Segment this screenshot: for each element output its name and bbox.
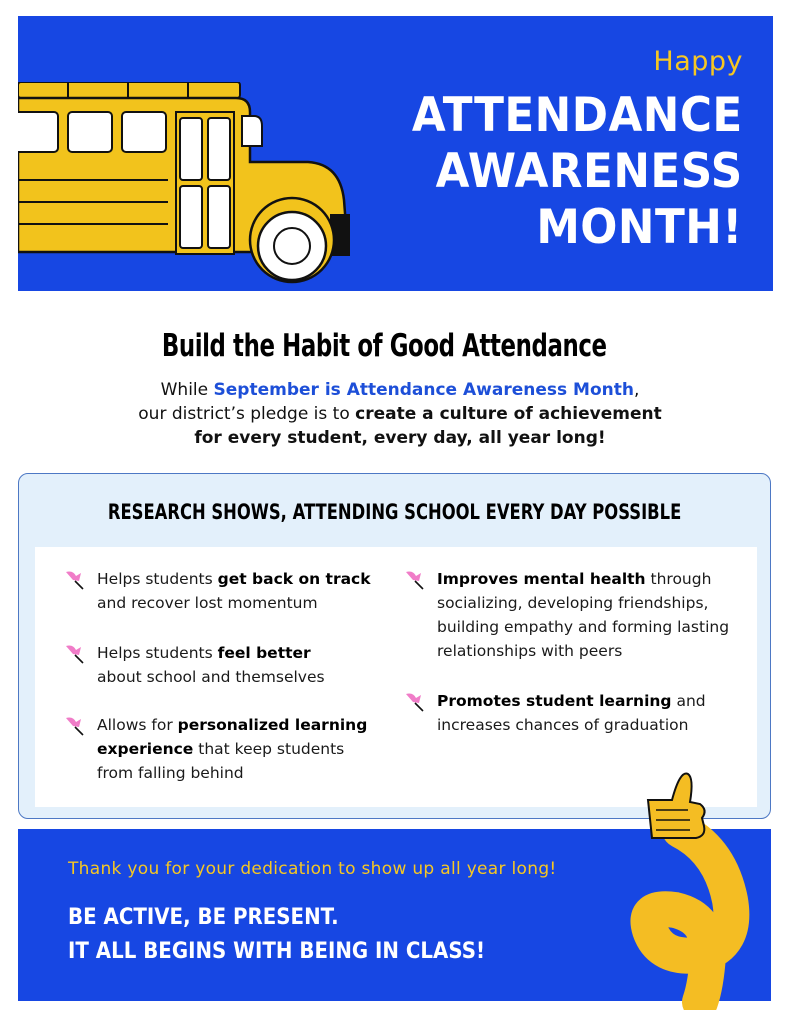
pushpin-icon	[63, 642, 89, 666]
intro-line-1: While September is Attendance Awareness Month,	[160, 380, 640, 400]
research-box	[18, 473, 771, 819]
title-line-1: ATTENDANCE	[412, 88, 743, 143]
title-line-2: AWARENESS	[435, 144, 743, 199]
slogan-line-2: IT ALL BEGINS WITH BEING IN CLASS!	[68, 939, 486, 964]
list-item: Helps students get back on track and recover lost momentum	[97, 567, 371, 615]
pushpin-icon	[403, 568, 429, 592]
pushpin-icon	[403, 690, 429, 714]
happy-kicker: Happy	[653, 46, 743, 77]
pushpin-icon	[63, 714, 89, 738]
intro-highlight: September is Attendance Awareness Month	[213, 380, 634, 400]
list-item: Promotes student learning and increases chances of graduation	[437, 689, 706, 737]
slogan	[68, 901, 531, 969]
header-banner	[18, 16, 773, 291]
pushpin-icon	[63, 568, 89, 592]
intro-text	[0, 378, 791, 450]
list-item: Helps students feel better about school and themselves	[97, 641, 325, 689]
research-heading: RESEARCH SHOWS, ATTENDING SCHOOL EVERY DAY POSSIBLE	[107, 500, 682, 524]
page-headline: Build the Habit of Good Attendance	[161, 328, 607, 364]
school-bus-illustration	[18, 82, 358, 287]
title-line-3: MONTH!	[536, 200, 743, 255]
thanks-message: Thank you for your dedication to show up all year long!	[68, 859, 557, 879]
main-title	[387, 88, 743, 256]
list-item: Improves mental health through socializing, developing friendships, building empathy and forming lasting relationships with peers	[437, 567, 729, 663]
list-item: Allows for personalized learning experience that keep students from falling behind	[97, 713, 367, 785]
thumbs-up-arm-illustration	[580, 770, 760, 1010]
research-panel	[35, 547, 757, 807]
intro-line-3: for every student, every day, all year long!	[194, 428, 606, 448]
slogan-line-1: BE ACTIVE, BE PRESENT.	[68, 905, 339, 930]
intro-line-2: our district’s pledge is to create a culture of achievement	[138, 404, 662, 424]
